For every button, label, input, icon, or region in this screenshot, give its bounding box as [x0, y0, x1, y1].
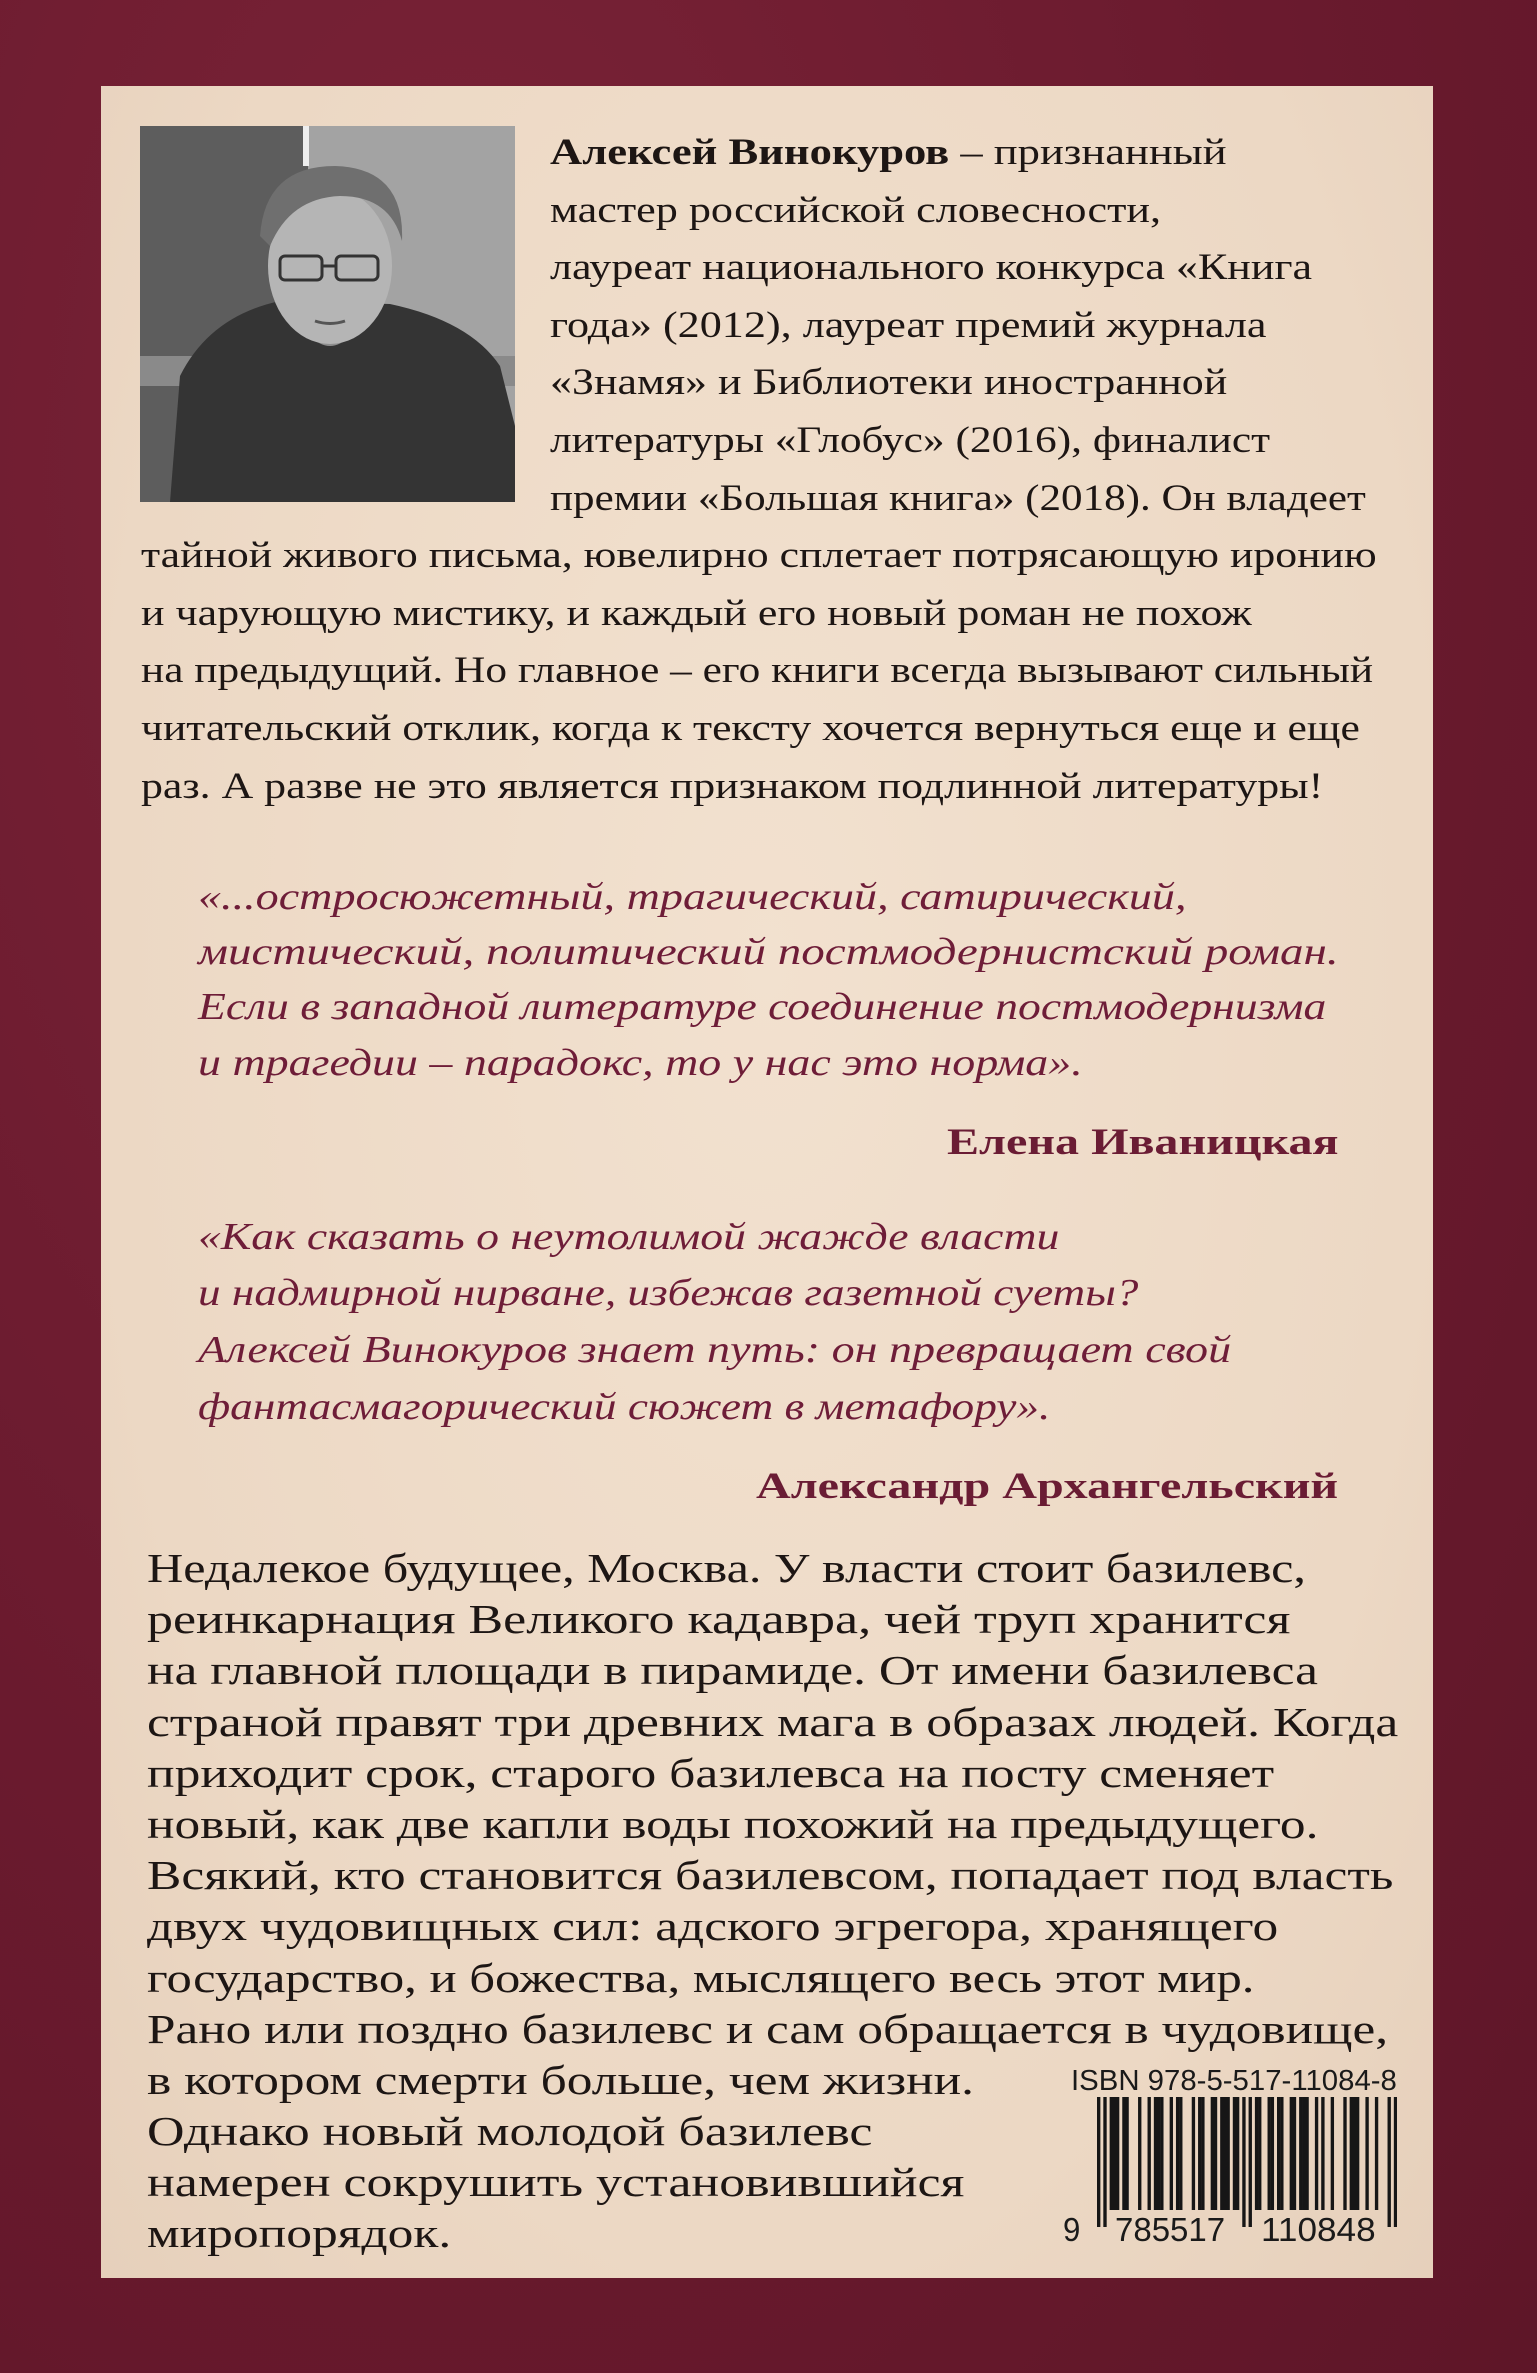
barcode-bar: [1321, 2097, 1324, 2210]
barcode-bar: [1375, 2097, 1378, 2210]
barcode-bar: [1258, 2097, 1261, 2210]
barcode-bar: [1365, 2097, 1368, 2210]
barcode-bar: [1299, 2097, 1302, 2210]
barcode-digit-prefix: 9: [1063, 2211, 1081, 2248]
barcode-bar: [1192, 2097, 1195, 2210]
quote-line: Алексей Винокуров знает путь: он превращает свой: [198, 1329, 1232, 1371]
barcode-bar: [1176, 2097, 1179, 2210]
bio-line: читательский отклик, когда к тексту хочется вернуться еще и еще: [141, 708, 1360, 749]
barcode-bar: [1343, 2097, 1346, 2210]
annotation-line: приходит срок, старого базилевса на посту сменяет: [147, 1750, 1275, 1796]
barcode-bar: [1277, 2097, 1280, 2210]
isbn-label: ISBN 978-5-517-11084-8: [1071, 2065, 1397, 2097]
annotation-line: Недалекое будущее, Москва. У власти стоит базилевс,: [147, 1545, 1306, 1591]
quote-author: Елена Иваницкая: [947, 1122, 1339, 1163]
quote-author: Александр Архангельский: [756, 1466, 1339, 1507]
bio-line: года» (2012), лауреат премий журнала: [550, 305, 1267, 346]
quote-line: Если в западной литературе соединение постмодернизма: [198, 986, 1327, 1028]
bio-line: мастер российской словесности,: [550, 190, 1162, 231]
bio-line: Алексей Винокуров – признанный: [550, 132, 1227, 173]
barcode-bar: [1170, 2097, 1173, 2210]
barcode-bar: [1138, 2097, 1141, 2210]
bio-line: и чарующую мистику, и каждый его новый роман не похож: [141, 593, 1252, 634]
barcode-bar: [1350, 2097, 1353, 2210]
annotation-line: миропорядок.: [147, 2210, 452, 2256]
bio-line: тайной живого письма, ювелирно сплетает потрясающую иронию: [141, 535, 1377, 576]
barcode-bar: [1116, 2097, 1119, 2210]
barcode-bar: [1103, 2097, 1106, 2227]
barcode-digits-left: 785517: [1115, 2211, 1226, 2248]
author-name: Алексей Винокуров: [550, 132, 950, 173]
barcode: [1097, 2097, 1397, 2227]
quote-line: и надмирной нирване, избежав газетной суеты?: [198, 1272, 1139, 1314]
barcode-bar: [1097, 2097, 1100, 2227]
barcode-bar: [1179, 2097, 1182, 2210]
barcode-bar: [1305, 2097, 1308, 2210]
bio-line: литературы «Глобус» (2016), финалист: [550, 420, 1271, 461]
barcode-bar: [1388, 2097, 1391, 2227]
barcode-bar: [1293, 2097, 1296, 2210]
barcode-bar: [1122, 2097, 1125, 2210]
annotation-line: на главной площади в пирамиде. От имени базилевса: [147, 1647, 1318, 1693]
barcode-bar: [1148, 2097, 1151, 2210]
bio-line: на предыдущий. Но главное – его книги всегда вызывают сильный: [141, 650, 1374, 691]
barcode-bar: [1271, 2097, 1274, 2210]
author-portrait-icon: [140, 126, 515, 502]
barcode-bar: [1249, 2097, 1252, 2227]
bio-line: «Знамя» и Библиотеки иностранной: [550, 362, 1228, 403]
barcode-bar: [1331, 2097, 1334, 2210]
barcode-bar: [1223, 2097, 1226, 2210]
barcode-bar: [1302, 2097, 1305, 2210]
barcode-bar: [1394, 2097, 1397, 2227]
barcode-bar: [1233, 2097, 1236, 2210]
annotation-line: Рано или поздно базилевс и сам обращается в чудовище,: [147, 2006, 1389, 2052]
annotation-line: двух чудовищных сил: адского эгрегора, хранящего: [147, 1903, 1279, 1949]
barcode-bar: [1198, 2097, 1201, 2210]
bio-line: премии «Большая книга» (2018). Он владеет: [550, 478, 1366, 519]
barcode-bar: [1110, 2097, 1113, 2210]
barcode-bar: [1214, 2097, 1217, 2210]
author-photo: [140, 126, 515, 502]
quote-line: «...остросюжетный, трагический, сатирический,: [198, 876, 1187, 918]
annotation-line: новый, как две капли воды похожий на предыдущего.: [147, 1801, 1319, 1847]
barcode-digits-right: 110848: [1261, 2211, 1376, 2248]
barcode-bar: [1280, 2097, 1283, 2210]
bio-line: лауреат национального конкурса «Книга: [550, 247, 1313, 288]
barcode-bar: [1211, 2097, 1214, 2210]
annotation-line: в котором смерти больше, чем жизни.: [147, 2057, 974, 2103]
barcode-bar: [1201, 2097, 1204, 2210]
barcode-bar: [1242, 2097, 1245, 2227]
annotation-line: намерен сокрушить установившийся: [147, 2159, 965, 2205]
quote-line: и трагедии – парадокс, то у нас это норма».: [198, 1042, 1083, 1084]
barcode-bar: [1157, 2097, 1160, 2210]
barcode-bar: [1268, 2097, 1271, 2210]
quote-line: фантасмагорический сюжет в метафору».: [198, 1386, 1051, 1428]
barcode-bar: [1236, 2097, 1239, 2210]
barcode-bar: [1315, 2097, 1318, 2210]
annotation-line: страной правят три древних мага в образах людей. Когда: [147, 1699, 1399, 1745]
barcode-bar: [1154, 2097, 1157, 2210]
barcode-bar: [1226, 2097, 1229, 2210]
barcode-bar: [1125, 2097, 1128, 2210]
annotation-line: Всякий, кто становится базилевсом, попадает под власть: [147, 1852, 1394, 1898]
barcode-bar: [1220, 2097, 1223, 2210]
quote-line: мистический, политический постмодернистский роман.: [198, 931, 1339, 973]
barcode-bar: [1113, 2097, 1116, 2210]
barcode-bar: [1255, 2097, 1258, 2210]
quote-line: «Как сказать о неутолимой жажде власти: [198, 1216, 1060, 1258]
barcode-bar: [1353, 2097, 1356, 2210]
annotation-line: государство, и божества, мыслящего весь этот мир.: [147, 1955, 1255, 2001]
barcode-bar: [1290, 2097, 1293, 2210]
barcode-bar: [1356, 2097, 1359, 2210]
annotation-line: реинкарнация Великого кадавра, чей труп хранится: [147, 1596, 1291, 1642]
barcode-bar: [1160, 2097, 1163, 2210]
bio-line: раз. А разве не это является признаком подлинной литературы!: [141, 766, 1324, 807]
annotation-line: Однако новый молодой базилевс: [147, 2108, 873, 2154]
